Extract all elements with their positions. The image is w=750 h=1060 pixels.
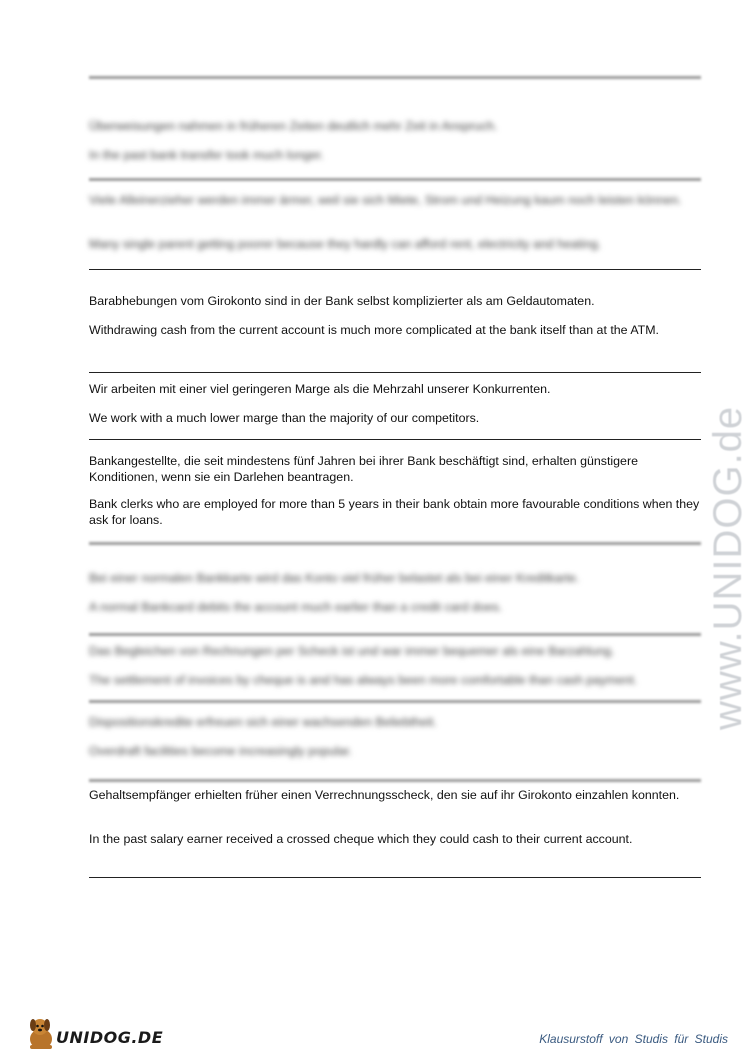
separator-rule <box>89 269 701 270</box>
german-sentence: Dispositionskredite erfreuen sich einer wachsenden Beliebtheit. <box>89 715 437 729</box>
watermark: www.UNIDOG.de <box>706 405 750 730</box>
english-sentence: We work with a much lower marge than the majority of our competitors. <box>89 411 480 425</box>
english-sentence: In the past salary earner received a crossed cheque which they could cash to their current account. <box>89 832 633 846</box>
english-sentence: Withdrawing cash from the current account is much more complicated at the bank itself than at the ATM. <box>89 323 659 337</box>
separator-rule <box>89 76 701 79</box>
separator-rule <box>89 178 701 181</box>
english-sentence: A normal Bankcard debits the account much earlier than a credit card does. <box>89 600 503 614</box>
english-sentence: Overdraft facilities become increasingly popular. <box>89 744 353 758</box>
english-sentence: Bank clerks who are employed for more than 5 years in their bank obtain more favourable conditions when they ask for loans. <box>89 497 700 527</box>
german-sentence: Barabhebungen vom Girokonto sind in der Bank selbst komplizierter als am Geldautomaten. <box>89 294 595 308</box>
footer-tagline: Klausurstoff von Studis für Studis <box>539 1032 728 1046</box>
separator-rule <box>89 633 701 636</box>
separator-rule <box>89 542 701 545</box>
german-sentence: Bankangestellte, die seit mindestens fünf Jahren bei ihrer Bank beschäftigt sind, erhalten günstigere Konditionen, wenn sie ein Darlehen beantragen. <box>89 454 638 484</box>
dog-icon <box>24 1014 58 1052</box>
english-sentence: In the past bank transfer took much longer. <box>89 148 324 162</box>
german-sentence: Viele Alleinerzieher werden immer ärmer, weil sie sich Miete, Strom und Heizung kaum noch leisten können. <box>89 193 682 207</box>
english-sentence: The settlement of invoices by cheque is and has always been more comfortable than cash payment. <box>89 673 638 687</box>
german-sentence: Bei einer normalen Bankkarte wird das Konto viel früher belastet als bei einer Kreditkarte. <box>89 571 580 585</box>
separator-rule <box>89 372 701 373</box>
logo-text: UNIDOG.DE <box>56 1028 164 1047</box>
german-sentence: Gehaltsempfänger erhielten früher einen Verrechnungsscheck, den sie auf ihr Girokonto einzahlen konnten. <box>89 788 680 802</box>
english-sentence: Many single parent getting poorer because they hardly can afford rent, electricity and heating. <box>89 237 602 251</box>
german-sentence: Das Begleichen von Rechnungen per Scheck ist und war immer bequemer als eine Barzahlung. <box>89 644 615 658</box>
separator-rule <box>89 700 701 703</box>
separator-rule <box>89 877 701 878</box>
separator-rule <box>89 439 701 440</box>
logo <box>24 1014 184 1054</box>
german-sentence: Wir arbeiten mit einer viel geringeren Marge als die Mehrzahl unserer Konkurrenten. <box>89 382 551 396</box>
german-sentence: Überweisungen nahmen in früheren Zeiten deutlich mehr Zeit in Anspruch. <box>89 119 498 133</box>
separator-rule <box>89 779 701 782</box>
